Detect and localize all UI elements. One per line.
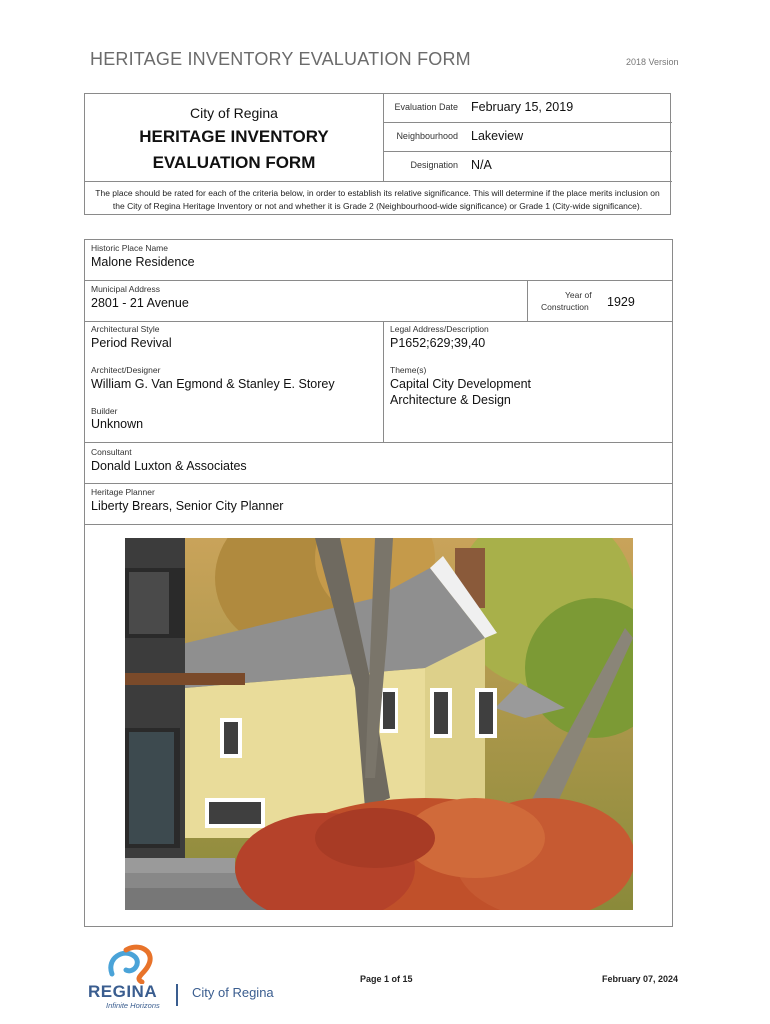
consultant-label: Consultant [91, 447, 132, 457]
evaluation-meta [383, 94, 672, 181]
divider [85, 483, 672, 484]
page-number: Page 1 of 15 [360, 974, 413, 984]
theme-item: Capital City Development [390, 377, 532, 391]
evaluation-date-value: February 15, 2019 [471, 100, 574, 114]
architectural-style-label: Architectural Style [91, 324, 160, 334]
intro-text: The place should be rated for each of the criteria below, in order to establish its relative significance. This will determine if the place merits inclusion on the City of Regina Heritage Inventory or not and whether it is Grade 2 (Neighbourhood-wide significance) or Grade 1 (City-wide significance). [95, 188, 660, 211]
summary-box [84, 93, 671, 215]
regina-logo [88, 944, 288, 1014]
form-name-line1: HERITAGE INVENTORY [139, 127, 329, 146]
divider [85, 321, 672, 322]
architect-value: William G. Van Egmond & Stanley E. Storey [91, 377, 335, 391]
consultant-value: Donald Luxton & Associates [91, 459, 247, 473]
theme-item: Architecture & Design [390, 393, 511, 407]
form-version: 2018 Version [626, 57, 679, 67]
city-name: City of Regina [190, 105, 278, 121]
details-box [84, 239, 673, 927]
designation-label: Designation [410, 160, 458, 170]
logo-city-name: City of Regina [192, 985, 274, 1000]
designation-row [384, 152, 672, 181]
evaluation-date-label: Evaluation Date [394, 102, 458, 112]
architect-label: Architect/Designer [91, 365, 161, 375]
municipal-address-value: 2801 - 21 Avenue [91, 296, 189, 310]
builder-label: Builder [91, 406, 118, 416]
divider [85, 181, 672, 182]
footer-date: February 07, 2024 [602, 974, 679, 984]
logo-tagline: Infinite Horizons [106, 1001, 160, 1010]
legal-address-label: Legal Address/Description [390, 324, 489, 334]
logo-wordmark: REGINA [88, 982, 158, 1001]
house-photo [125, 538, 633, 910]
logo-divider [176, 984, 178, 1006]
heritage-planner-label: Heritage Planner [91, 487, 155, 497]
neighbourhood-value: Lakeview [471, 129, 524, 143]
heritage-planner-value: Liberty Brears, Senior City Planner [91, 499, 284, 513]
document-title: HERITAGE INVENTORY EVALUATION FORM [90, 49, 471, 69]
year-label-line1: Year of [565, 290, 592, 300]
form-name-line2: EVALUATION FORM [152, 153, 316, 172]
regina-swirl-icon [104, 944, 164, 984]
municipal-address-label: Municipal Address [91, 284, 160, 294]
year-label-line2: Construction [541, 302, 589, 312]
neighbourhood-row [384, 123, 672, 152]
builder-value: Unknown [91, 417, 144, 431]
divider [85, 280, 672, 281]
evaluation-date-row [384, 94, 672, 123]
historic-place-name-value: Malone Residence [91, 255, 195, 269]
form-name [85, 124, 383, 176]
architectural-style-value: Period Revival [91, 336, 172, 350]
divider [85, 524, 672, 525]
divider [527, 280, 528, 321]
themes-label: Theme(s) [390, 365, 427, 375]
historic-place-name-label: Historic Place Name [91, 243, 168, 253]
form-identity [85, 94, 383, 181]
designation-value: N/A [471, 158, 492, 172]
legal-address-value: P1652;629;39,40 [390, 336, 486, 350]
year-of-construction-value: 1929 [607, 295, 635, 309]
divider [383, 321, 384, 442]
divider [85, 442, 672, 443]
neighbourhood-label: Neighbourhood [396, 131, 458, 141]
